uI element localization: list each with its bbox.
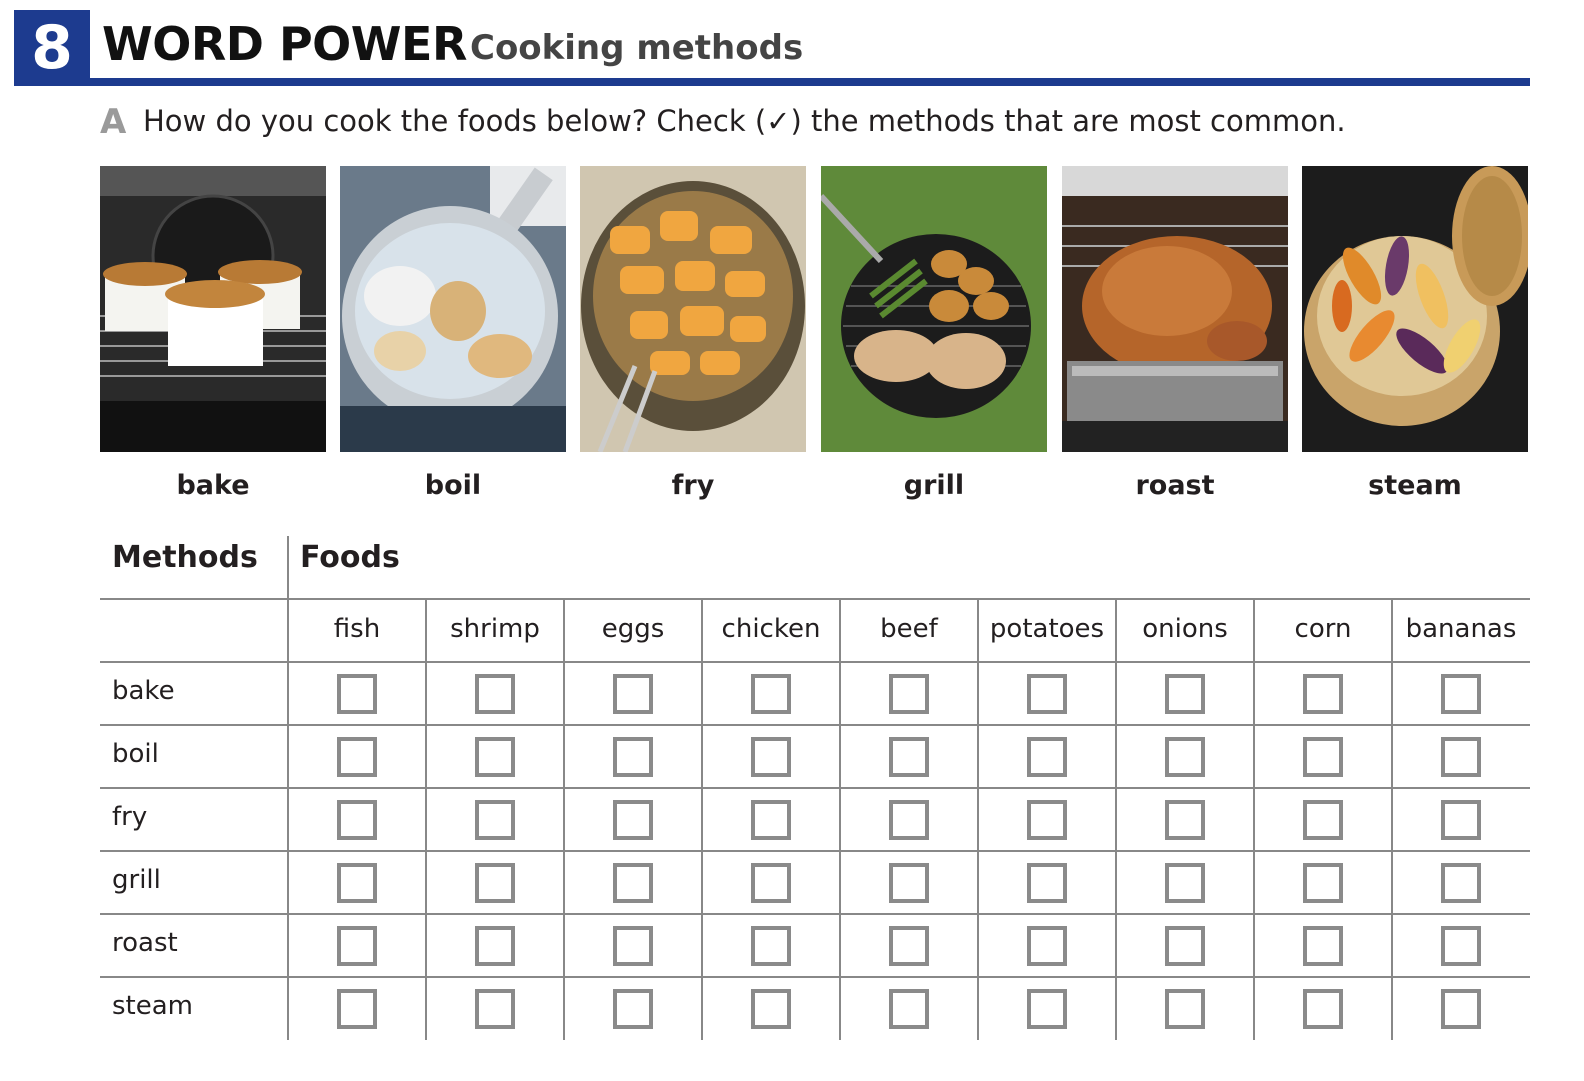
checkbox-steam-onions[interactable] xyxy=(1165,989,1205,1029)
table-rule xyxy=(100,724,1530,726)
eggs-pot-photo xyxy=(340,166,566,452)
photo-label-boil: boil xyxy=(424,470,482,501)
table-divider xyxy=(701,598,703,1040)
table-divider xyxy=(287,536,289,1040)
method-row-label-roast: roast xyxy=(112,928,178,958)
table-rule xyxy=(100,850,1530,852)
checkbox-grill-bananas[interactable] xyxy=(1441,863,1481,903)
checkbox-roast-corn[interactable] xyxy=(1303,926,1343,966)
methods-column-header: Methods xyxy=(112,540,258,575)
checkbox-steam-fish[interactable] xyxy=(337,989,377,1029)
table-divider xyxy=(839,598,841,1040)
exercise-instruction: How do you cook the foods below? Check (✓) the methods that are most common. xyxy=(143,104,1346,138)
checkbox-grill-eggs[interactable] xyxy=(613,863,653,903)
checkbox-boil-fish[interactable] xyxy=(337,737,377,777)
photo-label-steam: steam xyxy=(1368,470,1462,501)
fried-potatoes-basket-photo xyxy=(580,166,806,452)
food-header-eggs: eggs xyxy=(601,614,665,644)
checkbox-steam-beef[interactable] xyxy=(889,989,929,1029)
checkbox-fry-chicken[interactable] xyxy=(751,800,791,840)
checkbox-grill-potatoes[interactable] xyxy=(1027,863,1067,903)
checkbox-bake-onions[interactable] xyxy=(1165,674,1205,714)
method-row-label-boil: boil xyxy=(112,739,159,769)
checkbox-steam-potatoes[interactable] xyxy=(1027,989,1067,1029)
checkbox-roast-onions[interactable] xyxy=(1165,926,1205,966)
section-title: WORD POWER xyxy=(102,17,467,71)
checkbox-roast-beef[interactable] xyxy=(889,926,929,966)
checkbox-fry-bananas[interactable] xyxy=(1441,800,1481,840)
checkbox-grill-chicken[interactable] xyxy=(751,863,791,903)
checkbox-bake-beef[interactable] xyxy=(889,674,929,714)
section-subtitle: Cooking methods xyxy=(470,28,804,68)
checkbox-boil-chicken[interactable] xyxy=(751,737,791,777)
checkbox-bake-bananas[interactable] xyxy=(1441,674,1481,714)
checkbox-fry-onions[interactable] xyxy=(1165,800,1205,840)
checkbox-boil-corn[interactable] xyxy=(1303,737,1343,777)
checkbox-fry-shrimp[interactable] xyxy=(475,800,515,840)
checkbox-bake-potatoes[interactable] xyxy=(1027,674,1067,714)
photo-label-fry: fry xyxy=(671,470,715,501)
grilled-meat-vegetables-photo xyxy=(821,166,1047,452)
checkbox-grill-beef[interactable] xyxy=(889,863,929,903)
table-divider xyxy=(425,598,427,1040)
table-rule xyxy=(100,913,1530,915)
checkbox-bake-shrimp[interactable] xyxy=(475,674,515,714)
table-rule xyxy=(100,976,1530,978)
checkbox-boil-onions[interactable] xyxy=(1165,737,1205,777)
steamed-vegetables-basket-photo xyxy=(1302,166,1528,452)
checkbox-boil-eggs[interactable] xyxy=(613,737,653,777)
checkbox-boil-beef[interactable] xyxy=(889,737,929,777)
souffle-oven-photo xyxy=(100,166,326,452)
checkbox-grill-fish[interactable] xyxy=(337,863,377,903)
checkbox-roast-bananas[interactable] xyxy=(1441,926,1481,966)
checkbox-fry-eggs[interactable] xyxy=(613,800,653,840)
table-divider xyxy=(1391,598,1393,1040)
food-header-fish: fish xyxy=(333,614,381,644)
checkbox-steam-chicken[interactable] xyxy=(751,989,791,1029)
checkbox-roast-fish[interactable] xyxy=(337,926,377,966)
photo-label-bake: bake xyxy=(176,470,250,501)
food-header-shrimp: shrimp xyxy=(450,614,540,644)
method-row-label-steam: steam xyxy=(112,991,193,1021)
checkbox-boil-potatoes[interactable] xyxy=(1027,737,1067,777)
checkbox-grill-onions[interactable] xyxy=(1165,863,1205,903)
photo-label-grill: grill xyxy=(903,470,965,501)
exercise-letter: A xyxy=(100,102,127,142)
method-row-label-grill: grill xyxy=(112,865,161,895)
method-row-label-bake: bake xyxy=(112,676,175,706)
checkbox-steam-corn[interactable] xyxy=(1303,989,1343,1029)
checkbox-roast-potatoes[interactable] xyxy=(1027,926,1067,966)
method-row-label-fry: fry xyxy=(112,802,148,832)
photo-label-roast: roast xyxy=(1135,470,1215,501)
checkbox-boil-bananas[interactable] xyxy=(1441,737,1481,777)
checkbox-fry-fish[interactable] xyxy=(337,800,377,840)
foods-column-header: Foods xyxy=(300,540,400,575)
unit-number-badge: 8 xyxy=(14,10,90,86)
header-rule xyxy=(90,78,1530,86)
table-divider xyxy=(1253,598,1255,1040)
checkbox-bake-chicken[interactable] xyxy=(751,674,791,714)
food-header-beef: beef xyxy=(880,614,938,644)
food-header-onions: onions xyxy=(1142,614,1228,644)
checkbox-steam-eggs[interactable] xyxy=(613,989,653,1029)
table-rule xyxy=(100,661,1530,663)
checkbox-boil-shrimp[interactable] xyxy=(475,737,515,777)
checkbox-bake-eggs[interactable] xyxy=(613,674,653,714)
checkbox-bake-corn[interactable] xyxy=(1303,674,1343,714)
checkbox-grill-corn[interactable] xyxy=(1303,863,1343,903)
checkbox-roast-eggs[interactable] xyxy=(613,926,653,966)
checkbox-steam-shrimp[interactable] xyxy=(475,989,515,1029)
table-rule xyxy=(100,787,1530,789)
roast-chicken-oven-photo xyxy=(1062,166,1288,452)
checkbox-fry-beef[interactable] xyxy=(889,800,929,840)
checkbox-bake-fish[interactable] xyxy=(337,674,377,714)
food-header-bananas: bananas xyxy=(1405,614,1517,644)
checkbox-steam-bananas[interactable] xyxy=(1441,989,1481,1029)
table-rule xyxy=(100,598,1530,600)
checkbox-fry-corn[interactable] xyxy=(1303,800,1343,840)
table-divider xyxy=(1115,598,1117,1040)
checkbox-grill-shrimp[interactable] xyxy=(475,863,515,903)
table-divider xyxy=(977,598,979,1040)
checkbox-fry-potatoes[interactable] xyxy=(1027,800,1067,840)
checkbox-roast-chicken[interactable] xyxy=(751,926,791,966)
table-divider xyxy=(563,598,565,1040)
food-header-corn: corn xyxy=(1294,614,1352,644)
food-header-chicken: chicken xyxy=(721,614,821,644)
food-header-potatoes: potatoes xyxy=(989,614,1105,644)
checkbox-roast-shrimp[interactable] xyxy=(475,926,515,966)
